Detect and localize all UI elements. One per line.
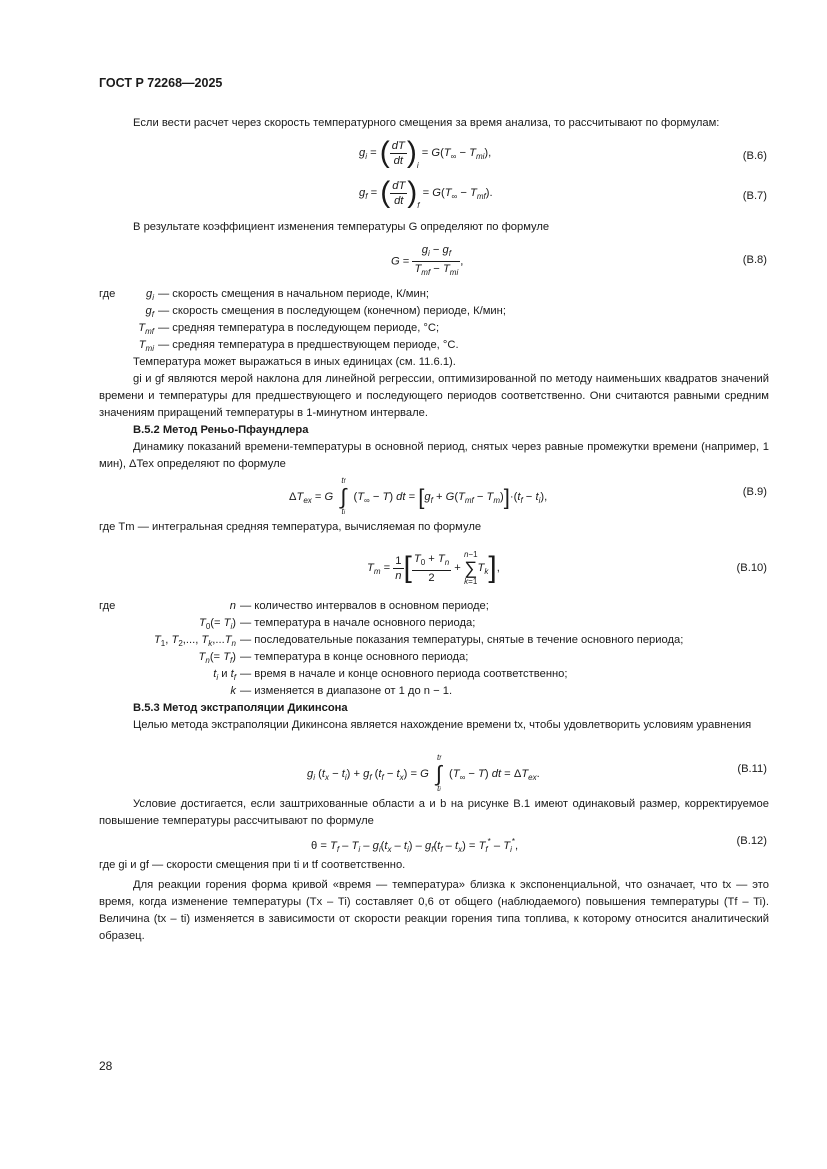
equation-b9: $\Delta T_{ex} = G$ tf ∫ ti $(T_\infty - T)$ dt = $[g_f + G(T_{mf} - T_m)]\cdot(t_f - t_i)$, (B.9) bbox=[289, 476, 767, 516]
page-number: 28 bbox=[99, 1059, 113, 1073]
paragraph-b53: Целью метода экстраполяции Дикинсона является нахождение времени tx, чтобы удовлетворить условиям уравнения bbox=[133, 719, 752, 731]
paragraph-final: Для реакции горения форма кривой «время — температура» близка к экспоненциальной, что означает, что tx — это время, когда изменение температуры (Tx – Ti) составляет 0,6 от общего (наблюдаемого) повышения температуры (Tf – Ti). Величина (tx – ti) изменяется в зависимости от скорости реакции горения типа топлива, к которому относится аналитический образец. bbox=[99, 879, 769, 942]
paragraph-tm: где Tm — интегральная средняя температура, вычисляемая по формуле bbox=[99, 521, 482, 533]
where-symbol: $T_n(= T_f)$ bbox=[198, 651, 236, 665]
where-text: — скорость смещения в последующем (конечном) периоде, К/мин; bbox=[158, 305, 506, 317]
where-symbol: $T_{mi}$ bbox=[138, 339, 154, 353]
equation-number: (B.6) bbox=[742, 150, 767, 162]
equation-number: (B.9) bbox=[742, 486, 767, 498]
where-text: — температура в начале основного периода; bbox=[240, 617, 476, 629]
where-text: — средняя температура в предшествующем периоде, °С. bbox=[158, 339, 459, 351]
where-symbol: $t_i$ и $t_f$ bbox=[213, 668, 236, 682]
equation-b6: $g_i$ = ( $\frac{dT}{dt}$ )$_i = G(T_\infty - T_{mi})$, (B.6) bbox=[359, 136, 767, 170]
where-symbol: k bbox=[230, 685, 236, 697]
equation-number: (B.10) bbox=[736, 562, 767, 574]
where-symbol: $T_1$, $T_2$,..., $T_k,...T_n$ bbox=[153, 634, 236, 648]
where-label: где bbox=[99, 288, 116, 300]
where-text: — средняя температура в последующем периоде, °С; bbox=[158, 322, 440, 334]
paragraph-g: В результате коэффициент изменения температуры G определяют по формуле bbox=[133, 221, 550, 233]
equation-b7: $g_f$ = ( $\frac{dT}{dt}$ )$_f = G(T_\infty - T_{mf})$. (B.7) bbox=[359, 176, 767, 210]
where-text: — последовательные показания температуры, снятые в течение основного периода; bbox=[240, 634, 684, 646]
paragraph-slope: gi и gf являются мерой наклона для линейной регрессии, оптимизированной по методу наименьших квадратов значений времени и температуры для предшествующего и последующего периодов соответственно. Они считаются равными средним значениям приращений температуры в 1-минутном интервале. bbox=[99, 373, 769, 419]
where-text: — изменяется в диапазоне от 1 до n − 1. bbox=[240, 685, 453, 697]
intro-paragraph: Если вести расчет через скорость температурного смещения за время анализа, то рассчитывают по формулам: bbox=[133, 117, 720, 129]
section-heading-b52: B.5.2 Метод Реньо-Пфаундлера bbox=[133, 424, 309, 436]
where-symbol: $T_{mf}$ bbox=[138, 322, 154, 336]
where-label: где bbox=[99, 600, 116, 612]
where-symbol: $g_f$ bbox=[145, 305, 154, 319]
document-header: ГОСТ Р 72268—2025 bbox=[99, 76, 223, 90]
where-symbol: n bbox=[229, 600, 236, 612]
paragraph-condition: Условие достигается, если заштрихованные области а и b на рисунке B.1 имеют одинаковый размер, корректируемое повышение температуры рассчитывают по формуле bbox=[99, 798, 769, 827]
where-symbol: $g_i$ bbox=[145, 288, 154, 302]
where-text: — температура в конце основного периода; bbox=[240, 651, 469, 663]
where-text: — время в начале и конце основного периода соответственно; bbox=[240, 668, 568, 680]
equation-number: (B.12) bbox=[736, 835, 767, 847]
equation-b8: G = $\frac{g_i - g_f}{T_{mf} - T_{mi}}$ , (B.8) bbox=[391, 244, 767, 277]
paragraph-b52: Динамику показаний времени-температуры в основной период, снятых через равные промежутки времени (например, 1 мин), ΔTex определяют по формуле bbox=[99, 441, 769, 470]
where-symbol: $T_0(= T_i)$ bbox=[198, 617, 236, 631]
section-heading-b53: B.5.3 Метод экстраполяции Дикинсона bbox=[133, 702, 348, 714]
equation-number: (B.8) bbox=[742, 254, 767, 266]
paragraph-where3: где gi и gf — скорости смещения при ti и tf соответственно. bbox=[99, 859, 406, 871]
equation-b12: $\theta = T_f - T_i - g_i(t_x - t_i) - g_f(t_f - t_x) = T_f^* - T_i^*$, (B.12) bbox=[311, 835, 767, 854]
equation-number: (B.7) bbox=[742, 190, 767, 202]
where-text: — количество интервалов в основном периоде; bbox=[240, 600, 489, 612]
equation-b10: $T_m$ = $\frac{1}{n}$ [ $\frac{T_0 + T_n}{2}$ + n−1 ∑ $k=1T_k$], (B.10) bbox=[367, 550, 767, 586]
where-text: — скорость смещения в начальном периоде, К/мин; bbox=[158, 288, 429, 300]
equation-number: (B.11) bbox=[737, 763, 767, 775]
paragraph-temp-units: Температура может выражаться в иных единицах (см. 11.6.1). bbox=[133, 356, 456, 368]
equation-b11: $g_i$ $(t_x - t_i) + g_f$ $(t_f - t_x) = G$ tf ∫ ti $(T_\infty - T)$ dt = $\Delta T_{ex}$. (B.11) bbox=[307, 753, 767, 793]
